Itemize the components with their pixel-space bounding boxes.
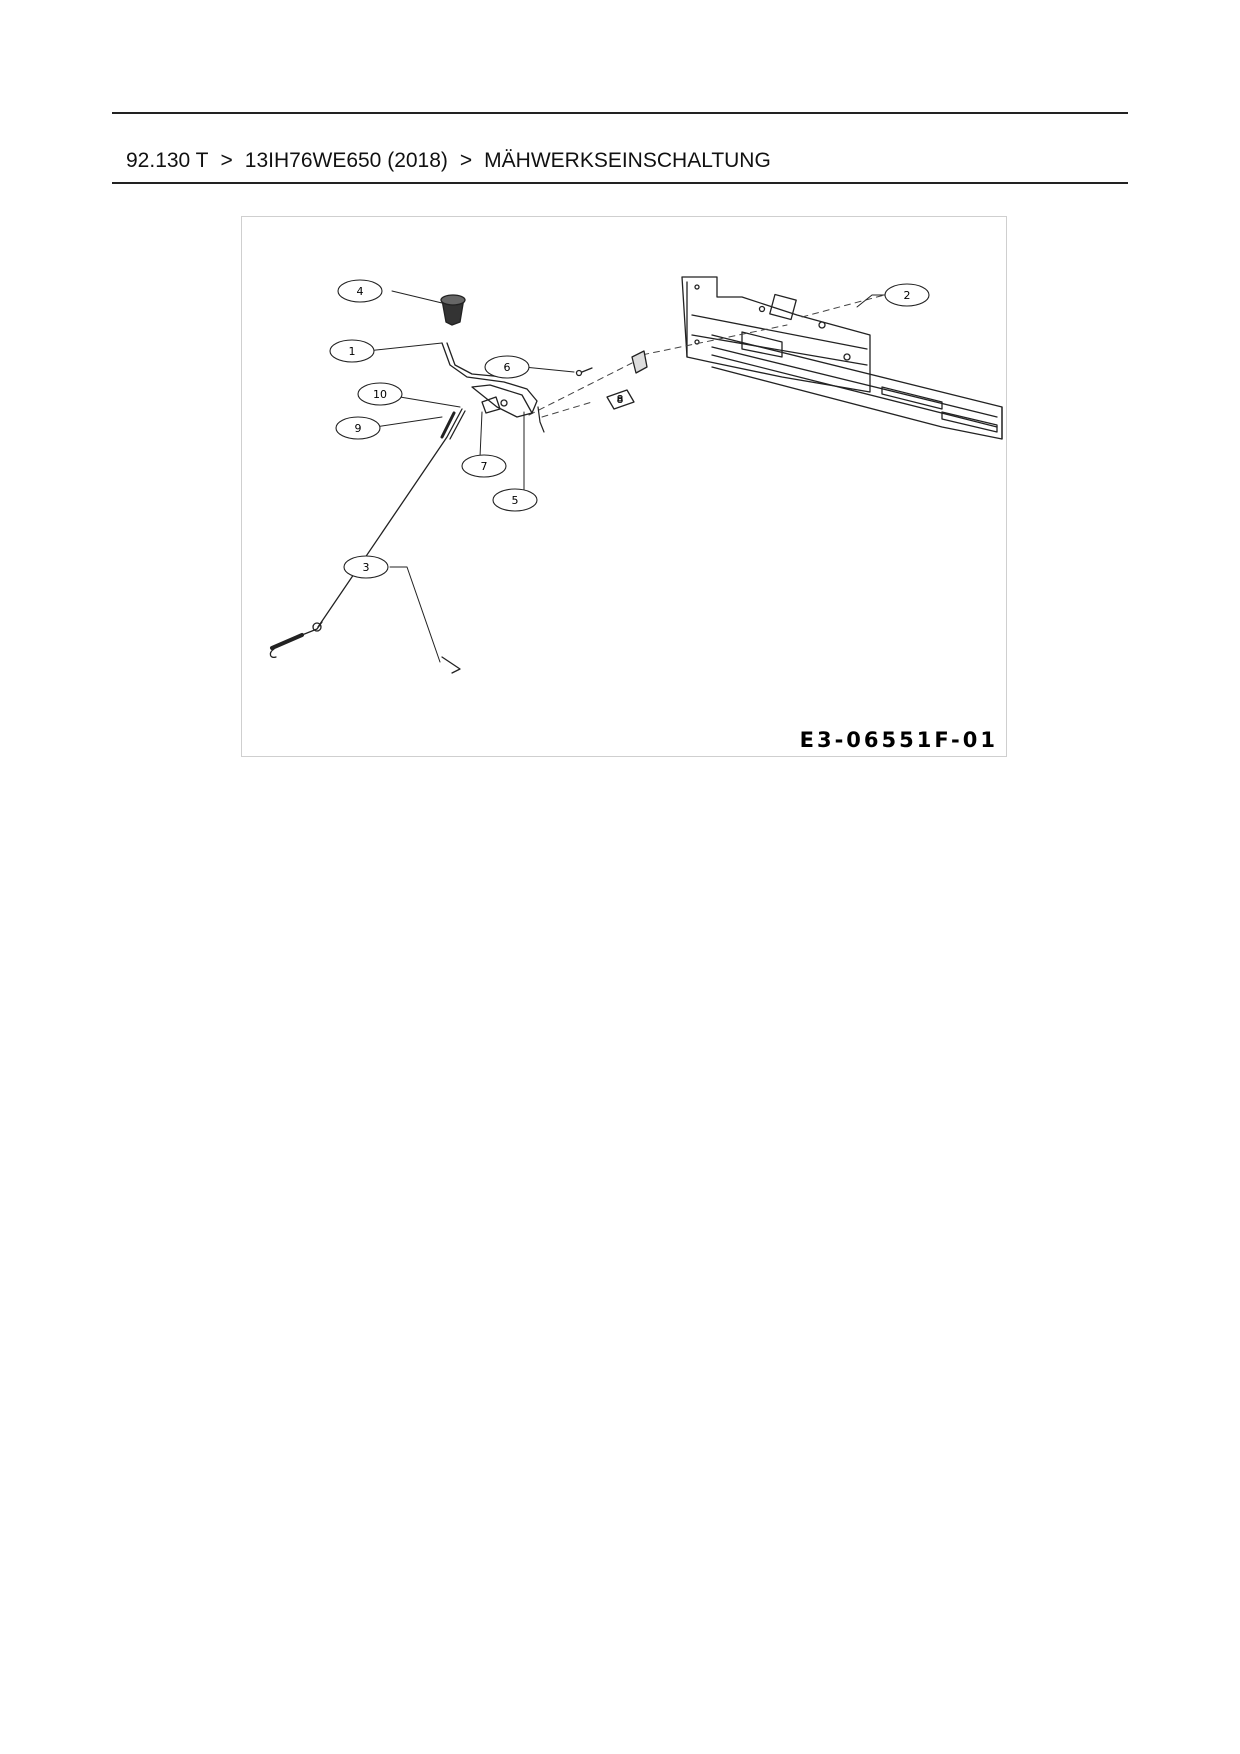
callout-label: 9	[354, 422, 362, 435]
bracket-part	[632, 351, 647, 373]
diagram-drawing	[242, 217, 1008, 758]
callout-label: 2	[903, 289, 911, 302]
breadcrumb-separator: >	[220, 149, 233, 172]
breadcrumb-separator: >	[459, 149, 473, 172]
callout-label: 6	[503, 361, 511, 374]
breadcrumb-model[interactable]: 92.130 T	[126, 149, 209, 172]
callout-label: 3	[362, 561, 370, 574]
breadcrumb-variant[interactable]: 13IH76WE650 (2018)	[244, 149, 448, 172]
breadcrumb	[126, 149, 771, 173]
frame-plate	[682, 277, 870, 392]
figure-code: E3-06551F-01	[799, 728, 998, 752]
callout-label: 10	[373, 388, 387, 401]
breadcrumb-section: MÄHWERKSEINSCHALTUNG	[484, 149, 771, 172]
frame-rail	[712, 335, 1002, 439]
callout-label: 5	[511, 494, 519, 507]
callout-label: 8	[616, 393, 624, 406]
header-rule-bottom	[112, 182, 1128, 184]
callout-label: 1	[348, 345, 356, 358]
callout-label: 4	[356, 285, 364, 298]
header-rule-top	[112, 112, 1128, 114]
leader-lines	[367, 291, 890, 662]
knob-part	[441, 295, 465, 325]
bolt-part	[582, 368, 592, 372]
callouts	[330, 280, 929, 578]
callout-label: 7	[480, 460, 488, 473]
exploded-parts-diagram	[241, 216, 1007, 757]
cable-assembly	[270, 409, 465, 657]
